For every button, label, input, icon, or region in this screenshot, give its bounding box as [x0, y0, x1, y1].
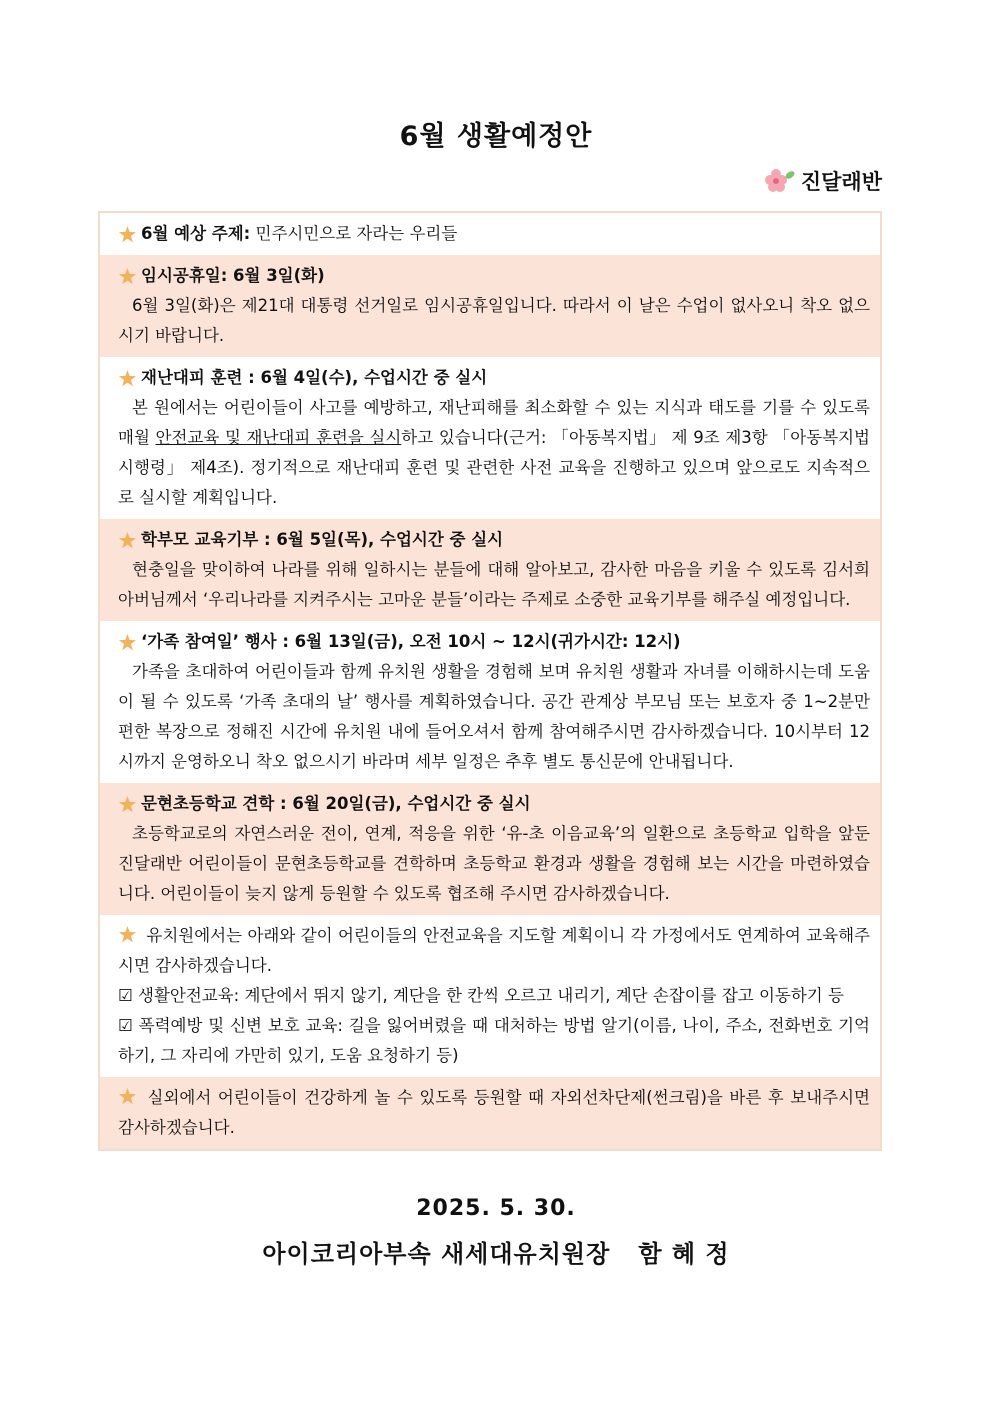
schedule-box	[98, 211, 882, 1151]
family-section	[100, 621, 880, 783]
signature: 아이코리아부속 새세대유치원장 함 혜 정	[262, 1240, 730, 1268]
star-icon	[118, 267, 137, 286]
sunscreen-note	[118, 1083, 870, 1143]
safety-intro-text: 유치원에서는 아래와 같이 어린이들의 안전교육을 지도할 계획이니 각 가정에서도 연계하여 교육해주시면 감사하겠습니다.	[118, 926, 870, 975]
donation-title: 학부모 교육기부 : 6월 5일(목), 수업시간 중 실시	[141, 530, 504, 549]
visit-body: 초등학교로의 자연스러운 전이, 연계, 적응을 위한 ‘유-초 이음교육’의 일환으로 초등학교 입학을 앞둔 진달래반 어린이들이 문현초등학교를 견학하며 초등학교 환경과 생활을 경험해 보는 시간을 마련하였습니다. 어린이들이 늦지 않게 등원할 수 있도록 협조해 주시면 감사하겠습니다.	[118, 824, 870, 903]
family-title: ‘가족 참여일’ 행사 : 6월 13일(금), 오전 10시 ~ 12시(귀가시간: 12시)	[141, 632, 681, 651]
safety-item-life: ☑ 생활안전교육: 계단에서 뛰지 않기, 계단을 한 칸씩 오르고 내리기, 계단 손잡이를 잡고 이동하기 등	[118, 986, 844, 1005]
holiday-heading	[118, 261, 870, 291]
donation-body: 현충일을 맞이하여 나라를 위해 일하시는 분들에 대해 알아보고, 감사한 마음을 키울 수 있도록 김서희 아버님께서 ‘우리나라를 지켜주시는 고마운 분들’이라는 주제로 소중한 교육기부를 해주실 예정입니다.	[118, 560, 870, 609]
drill-body-a: 본 원에서는 어린이들이 사고를 예방하고, 재난피해를 최소화할 수 있는 지식과 태도를 기를 수 있도록 매월	[118, 398, 870, 447]
star-icon	[118, 795, 137, 814]
safety-intro	[118, 921, 870, 981]
safety-section	[100, 915, 880, 1077]
theme-label: 6월 예상 주제:	[141, 224, 251, 243]
theme-row	[100, 213, 880, 255]
flower-icon	[765, 168, 795, 194]
visit-heading	[118, 789, 870, 819]
star-icon	[118, 633, 137, 652]
drill-body	[118, 393, 870, 513]
holiday-section	[100, 255, 880, 357]
drill-section	[100, 357, 880, 519]
holiday-body: 6월 3일(화)은 제21대 대통령 선거일로 임시공휴일입니다. 따라서 이 날은 수업이 없사오니 착오 없으시기 바랍니다.	[118, 296, 870, 345]
class-name	[765, 166, 882, 196]
donation-section	[100, 519, 880, 621]
star-icon	[118, 225, 137, 244]
star-icon	[118, 369, 137, 388]
holiday-title: 임시공휴일: 6월 3일(화)	[141, 266, 325, 285]
family-heading	[118, 627, 870, 657]
drill-body-underlined: 안전교육 및 재난대피 훈련을 실시	[155, 428, 402, 447]
issue-date: 2025. 5. 30.	[416, 1196, 576, 1221]
page-title: 6월 생활예정안	[399, 121, 593, 152]
theme-value: 민주시민으로 자라는 우리들	[250, 224, 458, 243]
star-icon	[118, 925, 137, 944]
drill-heading	[118, 363, 870, 393]
visit-title: 문현초등학교 견학 : 6월 20일(금), 수업시간 중 실시	[141, 794, 531, 813]
family-body: 가족을 초대하여 어린이들과 함께 유치원 생활을 경험해 보며 유치원 생활과 자녀를 이해하시는데 도움이 될 수 있도록 ‘가족 초대의 날’ 행사를 계획하였습니다. 공간 관계상 부모님 또는 보호자 중 1~2분만 편한 복장으로 정해진 시간에 유치원 내에 들어오셔서 함께 참여해주시면 감사하겠습니다. 10시부터 12시까지 운영하오니 착오 없으시기 바라며 세부 일정은 추후 별도 통신문에 안내됩니다.	[118, 662, 870, 771]
star-icon	[118, 531, 137, 550]
star-icon	[118, 1087, 137, 1106]
donation-heading	[118, 525, 870, 555]
visit-section	[100, 783, 880, 915]
drill-title: 재난대피 훈련 : 6월 4일(수), 수업시간 중 실시	[141, 368, 488, 387]
class-name-label: 진달래반	[800, 170, 882, 194]
sunscreen-text: 실외에서 어린이들이 건강하게 놀 수 있도록 등원할 때 자외선차단제(썬크림)을 바른 후 보내주시면 감사하겠습니다.	[118, 1088, 870, 1137]
sunscreen-section	[100, 1077, 880, 1149]
safety-item-violence: ☑ 폭력예방 및 신변 보호 교육: 길을 잃어버렸을 때 대처하는 방법 알기(이름, 나이, 주소, 전화번호 기억하기, 그 자리에 가만히 있기, 도움 요청하기 등)	[118, 1016, 870, 1065]
drill-body-b: 하고 있습니다(근거: 「아동복지법」 제 9조 제3항 「아동복지법 시행령」 제4조). 정기적으로 재난대피 훈련 및 관련한 사전 교육을 진행하고 있으며 앞으로도 지속적으로 실시할 계획입니다.	[118, 428, 870, 507]
